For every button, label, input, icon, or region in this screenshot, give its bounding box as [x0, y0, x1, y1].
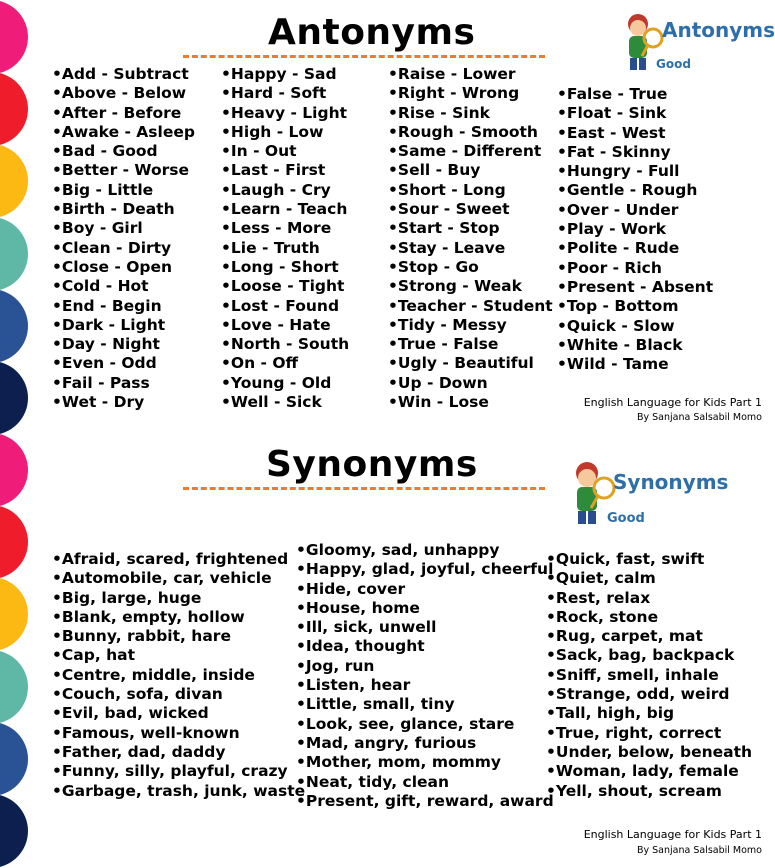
antonym-pair: •East - West [557, 123, 666, 142]
antonym-pair: •Start - Stop [388, 219, 500, 238]
antonym-pair: •Gentle - Rough [557, 181, 698, 200]
stripe-segment [0, 505, 28, 579]
synonym-group: •Look, see, glance, stare [296, 714, 515, 733]
stripe-segment [0, 722, 28, 796]
synonym-group: •Centre, middle, inside [52, 665, 255, 684]
antonym-pair: •Wet - Dry [52, 393, 145, 412]
antonym-pair: •Sell - Buy [388, 161, 481, 180]
synonym-group: •Mad, angry, furious [296, 733, 477, 752]
credit-author: By Sanjana Salsabil Momo [636, 845, 762, 856]
antonym-pair: •Last - First [221, 161, 326, 180]
synonym-group: •House, home [296, 598, 420, 617]
antonym-pair: •Awake - Asleep [52, 122, 195, 141]
synonyms-title: Synonyms [266, 444, 478, 485]
synonym-group: •Couch, sofa, divan [52, 685, 223, 704]
antonyms-logo-text: Antonyms [662, 18, 775, 42]
synonyms-logo [567, 460, 727, 530]
synonym-group: •Rock, stone [546, 607, 659, 626]
antonym-pair: •Over - Under [557, 200, 679, 219]
antonyms-column-1 [52, 65, 195, 412]
synonyms-logo-text: Synonyms [613, 470, 729, 494]
antonym-pair: •Top - Bottom [557, 297, 679, 316]
antonym-pair: •Close - Open [52, 257, 173, 276]
synonym-group: •Cap, hat [52, 646, 136, 665]
synonym-group: •Blank, empty, hollow [52, 607, 245, 626]
antonym-pair: •Birth - Death [52, 200, 175, 219]
synonym-group: •Big, large, huge [52, 588, 202, 607]
antonym-pair: •Fail - Pass [52, 373, 150, 392]
synonyms-column-1 [52, 550, 305, 801]
antonyms-column-4 [557, 85, 713, 374]
antonym-pair: •Young - Old [221, 373, 332, 392]
synonyms-title-underline [183, 487, 545, 490]
synonym-group: •Funny, silly, playful, crazy [52, 762, 288, 781]
antonyms-title-underline [183, 55, 545, 58]
stripe-segment [0, 144, 28, 218]
credit-title: English Language for Kids Part 1 [583, 828, 762, 841]
synonym-group: •Quick, fast, swift [546, 550, 705, 568]
synonym-group: •Strange, odd, weird [546, 685, 730, 704]
antonym-pair: •High - Low [221, 122, 324, 141]
synonym-group: •Famous, well-known [52, 723, 240, 742]
synonym-group: •Sniff, smell, inhale [546, 665, 719, 684]
antonym-pair: •Rough - Smooth [388, 122, 538, 141]
antonyms-credit [584, 396, 762, 423]
synonym-group: •Little, small, tiny [296, 695, 455, 714]
antonym-pair: •False - True [557, 85, 668, 103]
credit-title: English Language for Kids Part 1 [583, 396, 762, 409]
antonym-pair: •Dark - Light [52, 315, 166, 334]
synonym-group: •Gloomy, sad, unhappy [296, 541, 500, 559]
antonym-pair: •In - Out [221, 142, 297, 161]
stripe-segment [0, 72, 28, 146]
antonym-pair: •Win - Lose [388, 393, 489, 412]
synonym-group: •Woman, lady, female [546, 762, 739, 781]
stripe-segment [0, 217, 28, 291]
antonym-pair: •Play - Work [557, 220, 667, 239]
antonym-pair: •Long - Short [221, 257, 339, 276]
antonym-pair: •Lost - Found [221, 296, 340, 315]
antonym-pair: •Lie - Truth [221, 238, 320, 257]
stripe-segment [0, 794, 28, 868]
antonyms-title: Antonyms [268, 12, 476, 53]
color-stripe [0, 0, 28, 866]
synonym-group: •Evil, bad, wicked [52, 704, 209, 723]
antonym-pair: •On - Off [221, 354, 299, 373]
antonym-pair: •Present - Absent [557, 277, 714, 296]
synonym-group: •Listen, hear [296, 676, 411, 695]
antonym-pair: •Fat - Skinny [557, 142, 671, 161]
synonym-group: •Yell, shout, scream [546, 781, 722, 800]
synonym-group: •Sack, bag, backpack [546, 646, 735, 665]
synonym-group: •Automobile, car, vehicle [52, 569, 272, 588]
synonym-group: •Mother, mom, mommy [296, 753, 502, 772]
synonyms-column-3 [546, 550, 752, 801]
antonyms-logo-sub: Good [656, 57, 691, 71]
antonym-pair: •Loose - Tight [221, 277, 345, 296]
synonyms-credit [584, 828, 762, 856]
synonym-group: •Afraid, scared, frightened [52, 550, 289, 568]
antonym-pair: •Laugh - Cry [221, 180, 331, 199]
synonym-group: •Happy, glad, joyful, cheerful [296, 560, 554, 579]
synonym-group: •Rest, relax [546, 588, 651, 607]
antonym-pair: •Love - Hate [221, 315, 331, 334]
synonym-group: •Garbage, trash, junk, waste [52, 781, 306, 800]
synonyms-column-2 [296, 541, 554, 811]
antonym-pair: •After - Before [52, 103, 182, 122]
synonym-group: •Present, gift, reward, award [296, 791, 554, 810]
antonym-pair: •Float - Sink [557, 104, 667, 123]
synonym-group: •Quiet, calm [546, 569, 656, 588]
synonym-group: •Rug, carpet, mat [546, 627, 703, 646]
antonym-pair: •Raise - Lower [388, 65, 516, 83]
synonym-group: •Jog, run [296, 656, 375, 675]
antonym-pair: •Teacher - Student [388, 296, 553, 315]
antonym-pair: •True - False [388, 335, 499, 354]
synonym-group: •Bunny, rabbit, hare [52, 627, 231, 646]
antonym-pair: •Clean - Dirty [52, 238, 172, 257]
antonym-pair: •Strong - Weak [388, 277, 522, 296]
synonym-group: •Father, dad, daddy [52, 742, 226, 761]
synonym-group: •Tall, high, big [546, 704, 675, 723]
antonym-pair: •Hungry - Full [557, 162, 680, 181]
stripe-segment [0, 650, 28, 724]
antonym-pair: •Less - More [221, 219, 332, 238]
antonym-pair: •Stay - Leave [388, 238, 506, 257]
synonym-group: •Neat, tidy, clean [296, 772, 450, 791]
antonyms-column-3 [388, 65, 553, 412]
antonyms-column-2 [221, 65, 349, 412]
antonym-pair: •Add - Subtract [52, 65, 189, 83]
antonym-pair: •Wild - Tame [557, 355, 669, 374]
antonym-pair: •Ugly - Beautiful [388, 354, 534, 373]
antonym-pair: •Even - Odd [52, 354, 157, 373]
antonym-pair: •Bad - Good [52, 142, 158, 161]
antonym-pair: •Tidy - Messy [388, 315, 507, 334]
antonym-pair: •Learn - Teach [221, 200, 348, 219]
stripe-segment [0, 0, 28, 74]
antonym-pair: •North - South [221, 335, 350, 354]
antonym-pair: •Rise - Sink [388, 103, 490, 122]
antonym-pair: •Hard - Soft [221, 84, 327, 103]
synonym-group: •Ill, sick, unwell [296, 618, 437, 637]
antonym-pair: •White - Black [557, 335, 683, 354]
antonym-pair: •Stop - Go [388, 257, 479, 276]
synonym-group: •Under, below, beneath [546, 742, 753, 761]
antonym-pair: •Quick - Slow [557, 316, 675, 335]
synonyms-logo-sub: Good [607, 511, 645, 526]
antonym-pair: •Short - Long [388, 180, 506, 199]
antonym-pair: •Well - Sick [221, 393, 322, 412]
antonyms-logo [620, 12, 775, 74]
stripe-segment [0, 433, 28, 507]
antonym-pair: •Up - Down [388, 373, 488, 392]
antonym-pair: •Day - Night [52, 335, 160, 354]
antonym-pair: •Heavy - Light [221, 103, 348, 122]
stripe-segment [0, 577, 28, 651]
synonym-group: •True, right, correct [546, 723, 722, 742]
antonym-pair: •Cold - Hot [52, 277, 149, 296]
antonym-pair: •Polite - Rude [557, 239, 680, 258]
synonym-group: •Hide, cover [296, 579, 406, 598]
stripe-segment [0, 361, 28, 435]
stripe-segment [0, 289, 28, 363]
credit-author: By Sanjana Salsabil Momo [636, 412, 762, 423]
antonym-pair: •Boy - Girl [52, 219, 143, 238]
synonym-group: •Idea, thought [296, 637, 425, 656]
antonym-pair: •Same - Different [388, 142, 542, 161]
antonym-pair: •End - Begin [52, 296, 162, 315]
antonym-pair: •Above - Below [52, 84, 187, 103]
antonym-pair: •Happy - Sad [221, 65, 337, 83]
antonym-pair: •Right - Wrong [388, 84, 520, 103]
antonym-pair: •Poor - Rich [557, 258, 662, 277]
antonym-pair: •Big - Little [52, 180, 154, 199]
antonym-pair: •Better - Worse [52, 161, 190, 180]
antonym-pair: •Sour - Sweet [388, 200, 510, 219]
